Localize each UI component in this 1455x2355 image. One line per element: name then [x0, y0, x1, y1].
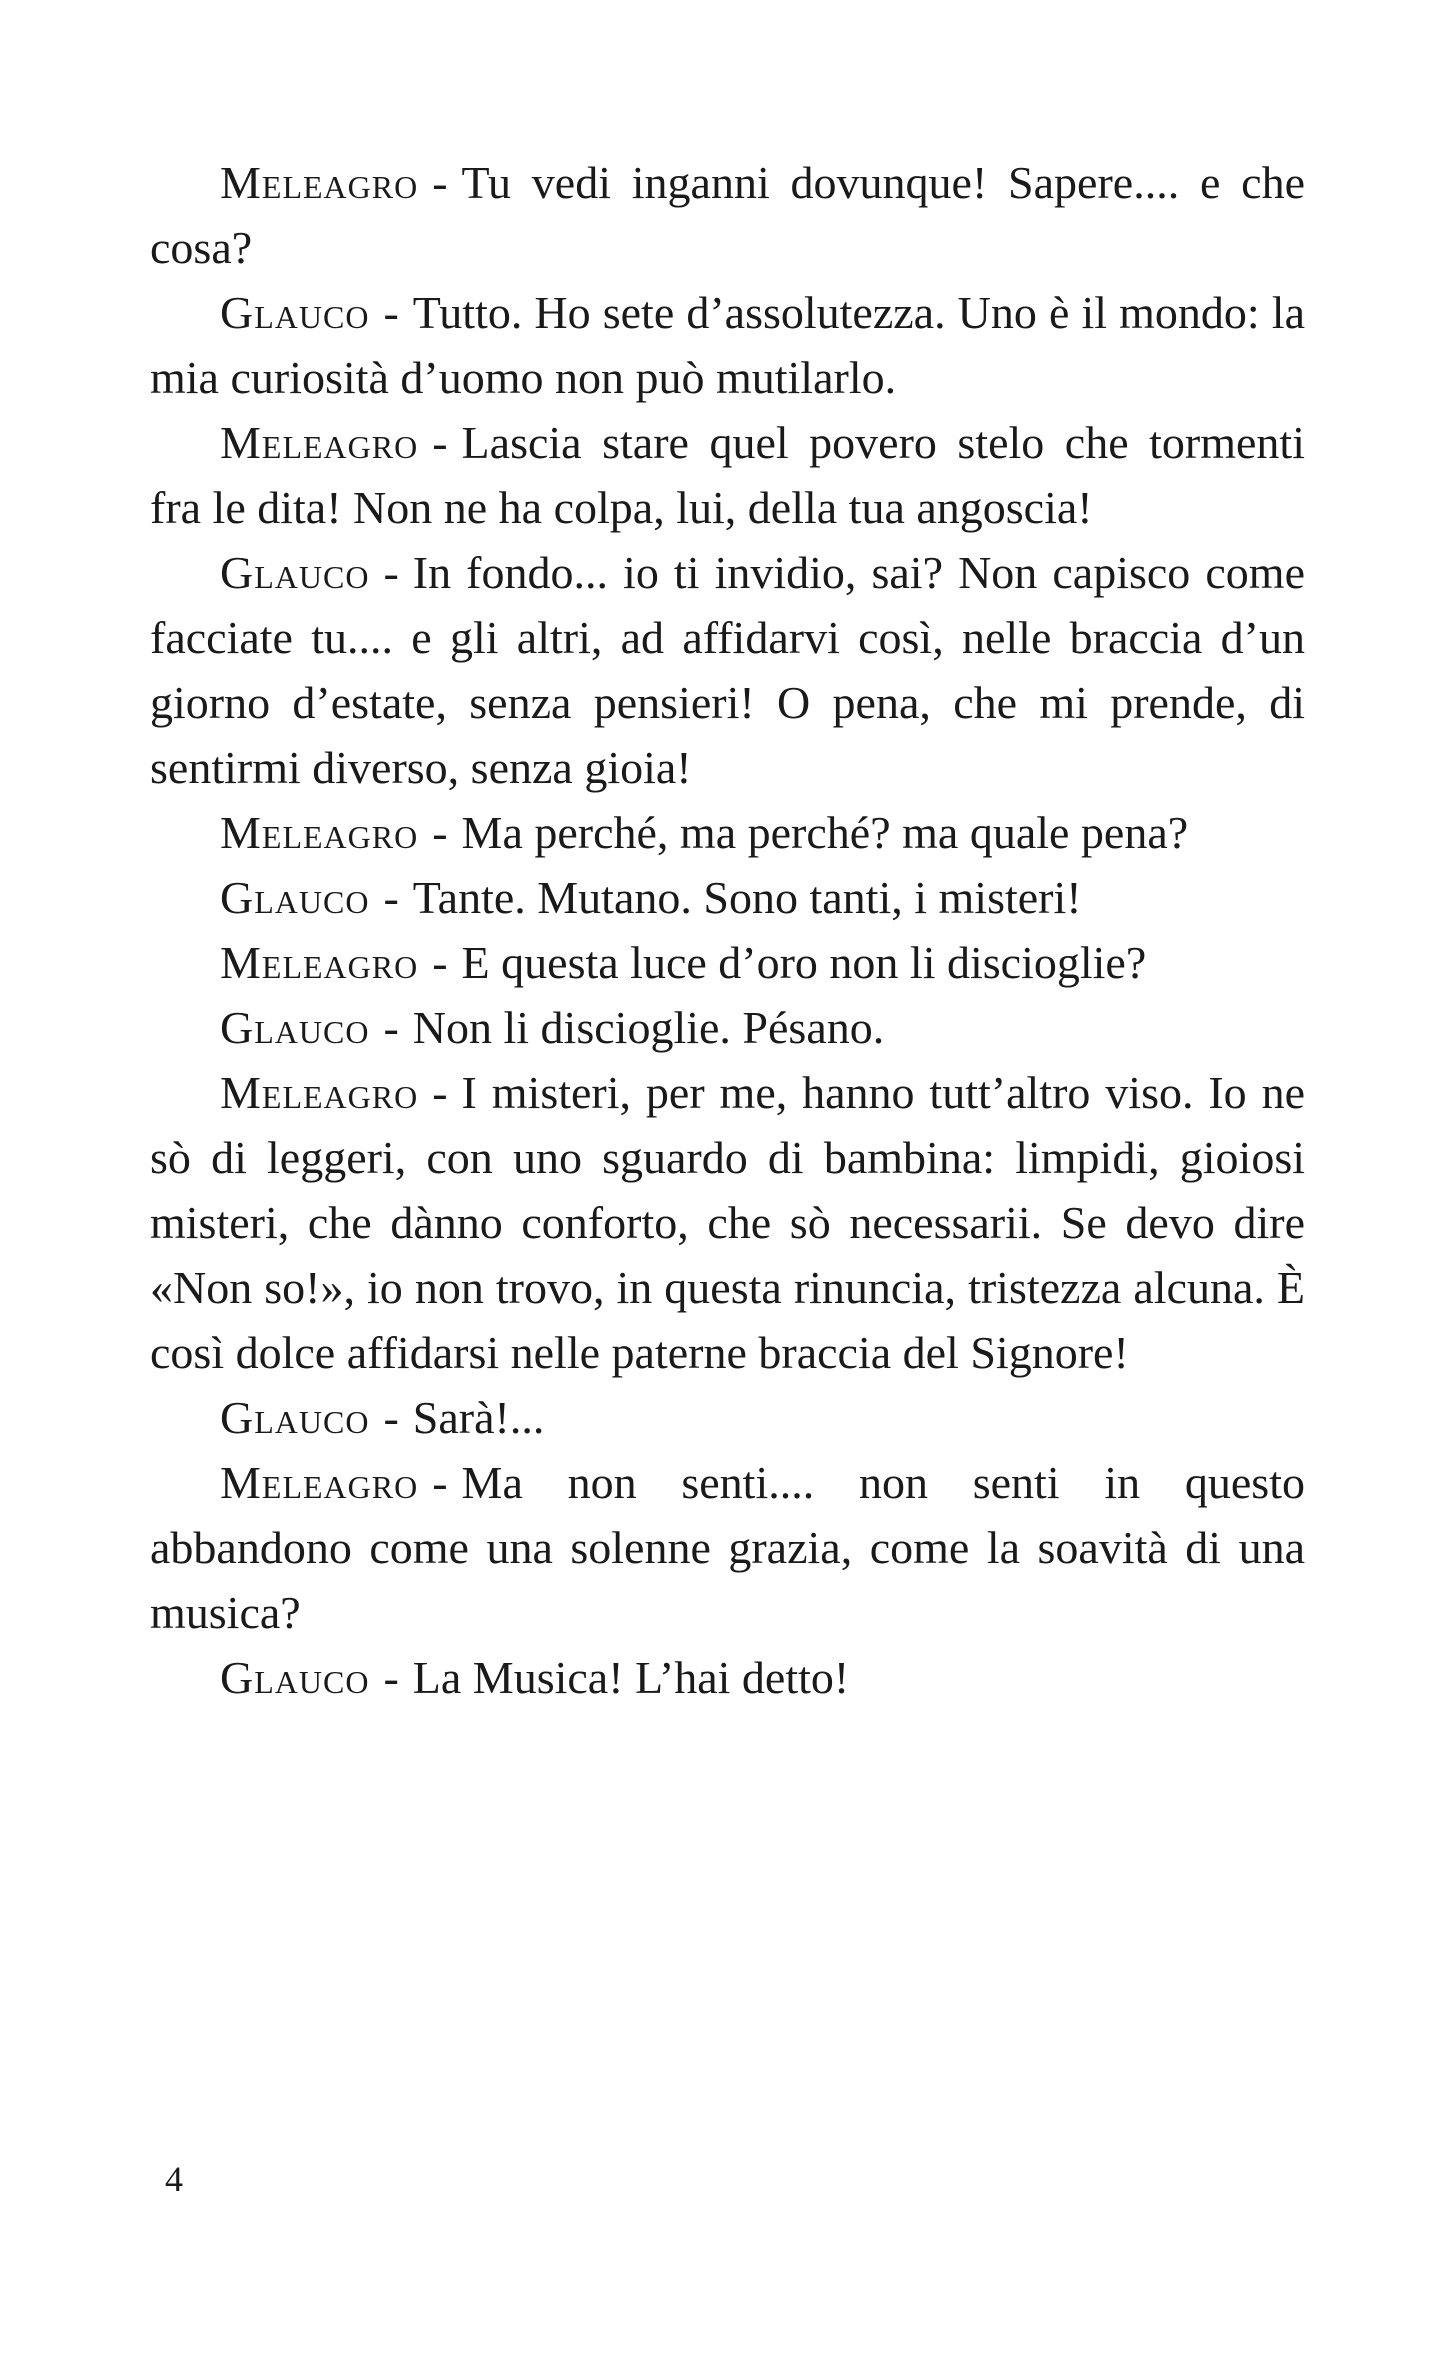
speech-text: E questa luce d’oro non li discioglie?: [461, 937, 1147, 988]
speaker-name: Meleagro: [220, 417, 419, 468]
speaker-name: Glauco: [220, 872, 370, 923]
speaker-name: Glauco: [220, 547, 370, 598]
speech-text: La Musica! L’hai detto!: [412, 1652, 850, 1703]
speech-11: [150, 1450, 1305, 1645]
speaker-name: Meleagro: [220, 1067, 419, 1118]
speaker-name: Meleagro: [220, 807, 419, 858]
speaker-name: Meleagro: [220, 1457, 419, 1508]
dialogue-text: [150, 150, 1305, 1710]
speaker-name: Glauco: [220, 1652, 370, 1703]
speech-4: [150, 540, 1305, 800]
dash-separator: -: [383, 872, 399, 923]
speech-3: [150, 410, 1305, 540]
speech-text: Ma non senti.... non senti in questo abbandono come una solenne grazia, come la soavità di una musica?: [150, 1457, 1305, 1638]
speech-10: [150, 1385, 1305, 1450]
speech-6: [150, 865, 1305, 930]
dash-separator: -: [383, 547, 399, 598]
speech-9: [150, 1060, 1305, 1385]
speech-text: Ma perché, ma perché? ma quale pena?: [461, 807, 1189, 858]
dash-separator: -: [432, 1457, 448, 1508]
speaker-name: Glauco: [220, 1392, 370, 1443]
speaker-name: Meleagro: [220, 937, 419, 988]
speech-7: [150, 930, 1305, 995]
speech-text: Non li discioglie. Pésano.: [412, 1002, 885, 1053]
speech-text: I misteri, per me, hanno tutt’altro viso. Io ne sò di leggeri, con uno sguardo di bambina: limpidi, gioiosi misteri, che dànno conforto, che sò necessarii. Se devo dire «Non so!», io non trovo, in questa rinuncia, tristezza alcuna. È così dolce affidarsi nelle paterne braccia del Signore!: [150, 1067, 1305, 1378]
speech-8: [150, 995, 1305, 1060]
speech-text: Lascia stare quel povero stelo che tormenti fra le dita! Non ne ha colpa, lui, della tua angoscia!: [150, 417, 1305, 533]
dash-separator: -: [383, 1652, 399, 1703]
speech-text: Tutto. Ho sete d’assolutezza. Uno è il mondo: la mia curiosità d’uomo non può mutilarlo.: [150, 287, 1305, 403]
dash-separator: -: [383, 1392, 399, 1443]
dash-separator: -: [432, 807, 448, 858]
dash-separator: -: [383, 1002, 399, 1053]
dash-separator: -: [432, 1067, 448, 1118]
dash-separator: -: [383, 287, 399, 338]
speaker-name: Meleagro: [220, 157, 419, 208]
speech-text: Sarà!...: [412, 1392, 545, 1443]
dash-separator: -: [432, 417, 448, 468]
speech-5: [150, 800, 1305, 865]
speech-text: In fondo... io ti invidio, sai? Non capisco come facciate tu.... e gli altri, ad affidarvi così, nelle braccia d’un giorno d’estate, senza pensieri! O pena, che mi prende, di sentirmi diverso, senza gioia!: [150, 547, 1305, 793]
speaker-name: Glauco: [220, 1002, 370, 1053]
speaker-name: Glauco: [220, 287, 370, 338]
speech-2: [150, 280, 1305, 410]
page-number: 4: [165, 2159, 183, 2199]
speech-text: Tante. Mutano. Sono tanti, i misteri!: [412, 872, 1082, 923]
speech-text: Tu vedi inganni dovunque! Sapere.... e che cosa?: [150, 157, 1305, 273]
dash-separator: -: [432, 157, 448, 208]
speech-1: [150, 150, 1305, 280]
speech-12: [150, 1645, 1305, 1710]
dash-separator: -: [432, 937, 448, 988]
